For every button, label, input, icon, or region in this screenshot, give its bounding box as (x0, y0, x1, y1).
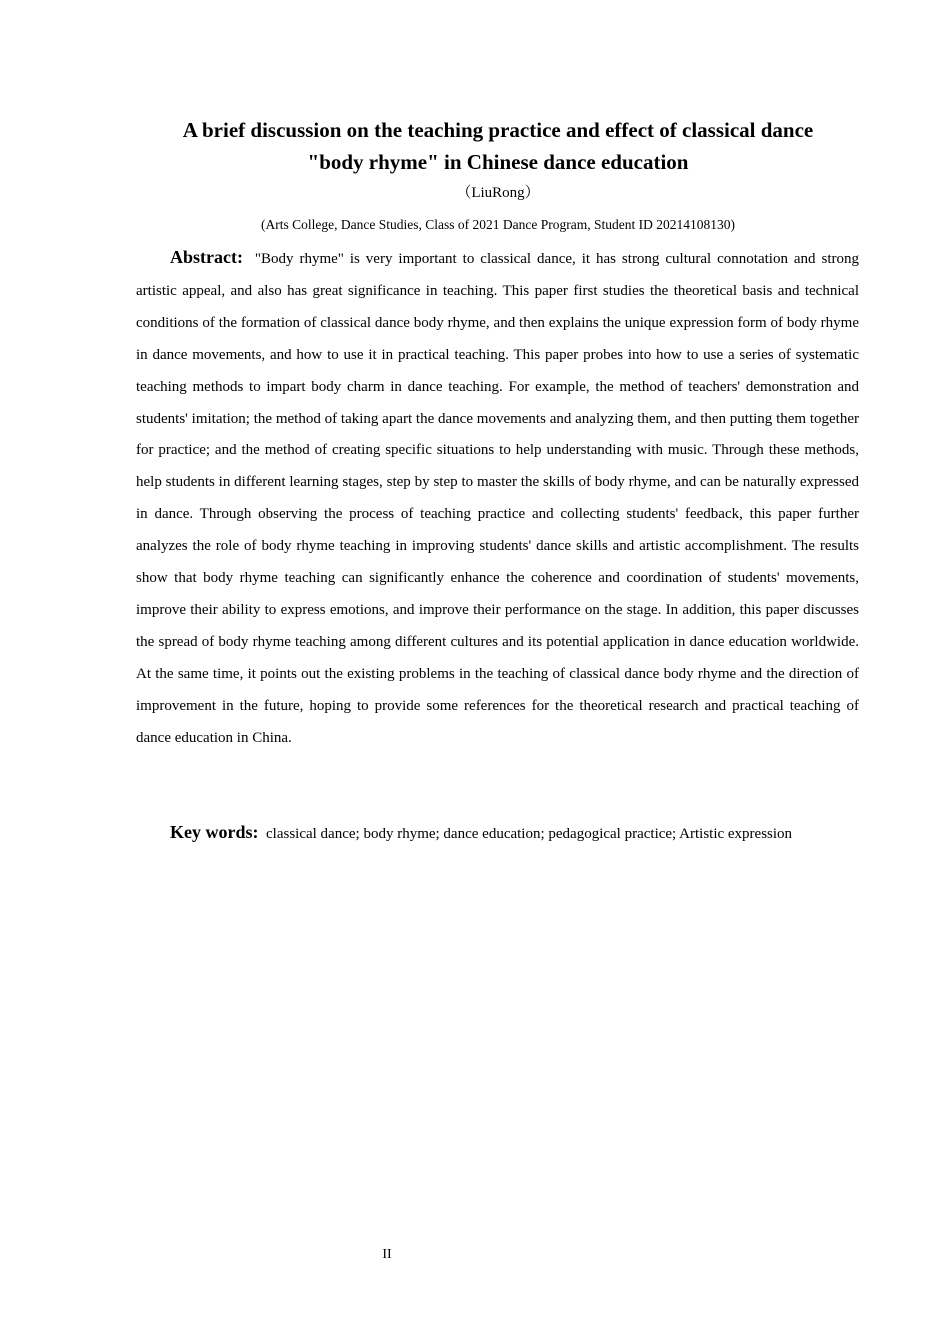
abstract-label: Abstract: (170, 247, 243, 267)
keywords-text: classical dance; body rhyme; dance education; pedagogical practice; Artistic expression (266, 826, 793, 842)
keywords-label: Key words: (170, 822, 259, 842)
abstract-text: "Body rhyme" is very important to classical dance, it has strong cultural connotation and strong artistic appeal, and also has great significance in teaching. This paper first studies the theoretical basis and technical conditions of the formation of classical dance body rhyme, and then explains the unique expression form of body rhyme in dance movements, and how to use it in practical teaching. This paper probes into how to use a series of systematic teaching methods to impart body charm in dance teaching. For example, the method of teachers' demonstration and students' imitation; the method of taking apart the dance movements and analyzing them, and then putting them together for practice; and the method of creating specific situations to help understanding with music. Through these methods, help students in different learning stages, step by step to master the skills of body rhyme, and can be naturally expressed in dance. Through observing the process of teaching practice and collecting students' feedback, this paper further analyzes the role of body rhyme teaching in improving students' dance skills and artistic accomplishment. The results show that body rhyme teaching can significantly enhance the coherence and coordination of students' movements, improve their ability to express emotions, and improve their performance on the stage. In addition, this paper discusses the spread of body rhyme teaching among different cultures and its potential application in dance education worldwide. At the same time, it points out the existing problems in the teaching of classical dance body rhyme and the direction of improvement in the future, hoping to provide some references for the theoretical research and practical teaching of dance education in China. (136, 251, 860, 746)
keywords-section (136, 816, 859, 850)
page-number: II (382, 1247, 392, 1262)
paper-title-line-2: "body rhyme" in Chinese dance education (307, 150, 689, 174)
author-name: （LiuRong） (456, 185, 540, 201)
author-affiliation: (Arts College, Dance Studies, Class of 2021 Dance Program, Student ID 20214108130) (261, 217, 735, 232)
paper-title (120, 114, 876, 178)
paper-title-line-1: A brief discussion on the teaching practice and effect of classical dance (182, 118, 814, 142)
abstract-section (136, 242, 859, 755)
